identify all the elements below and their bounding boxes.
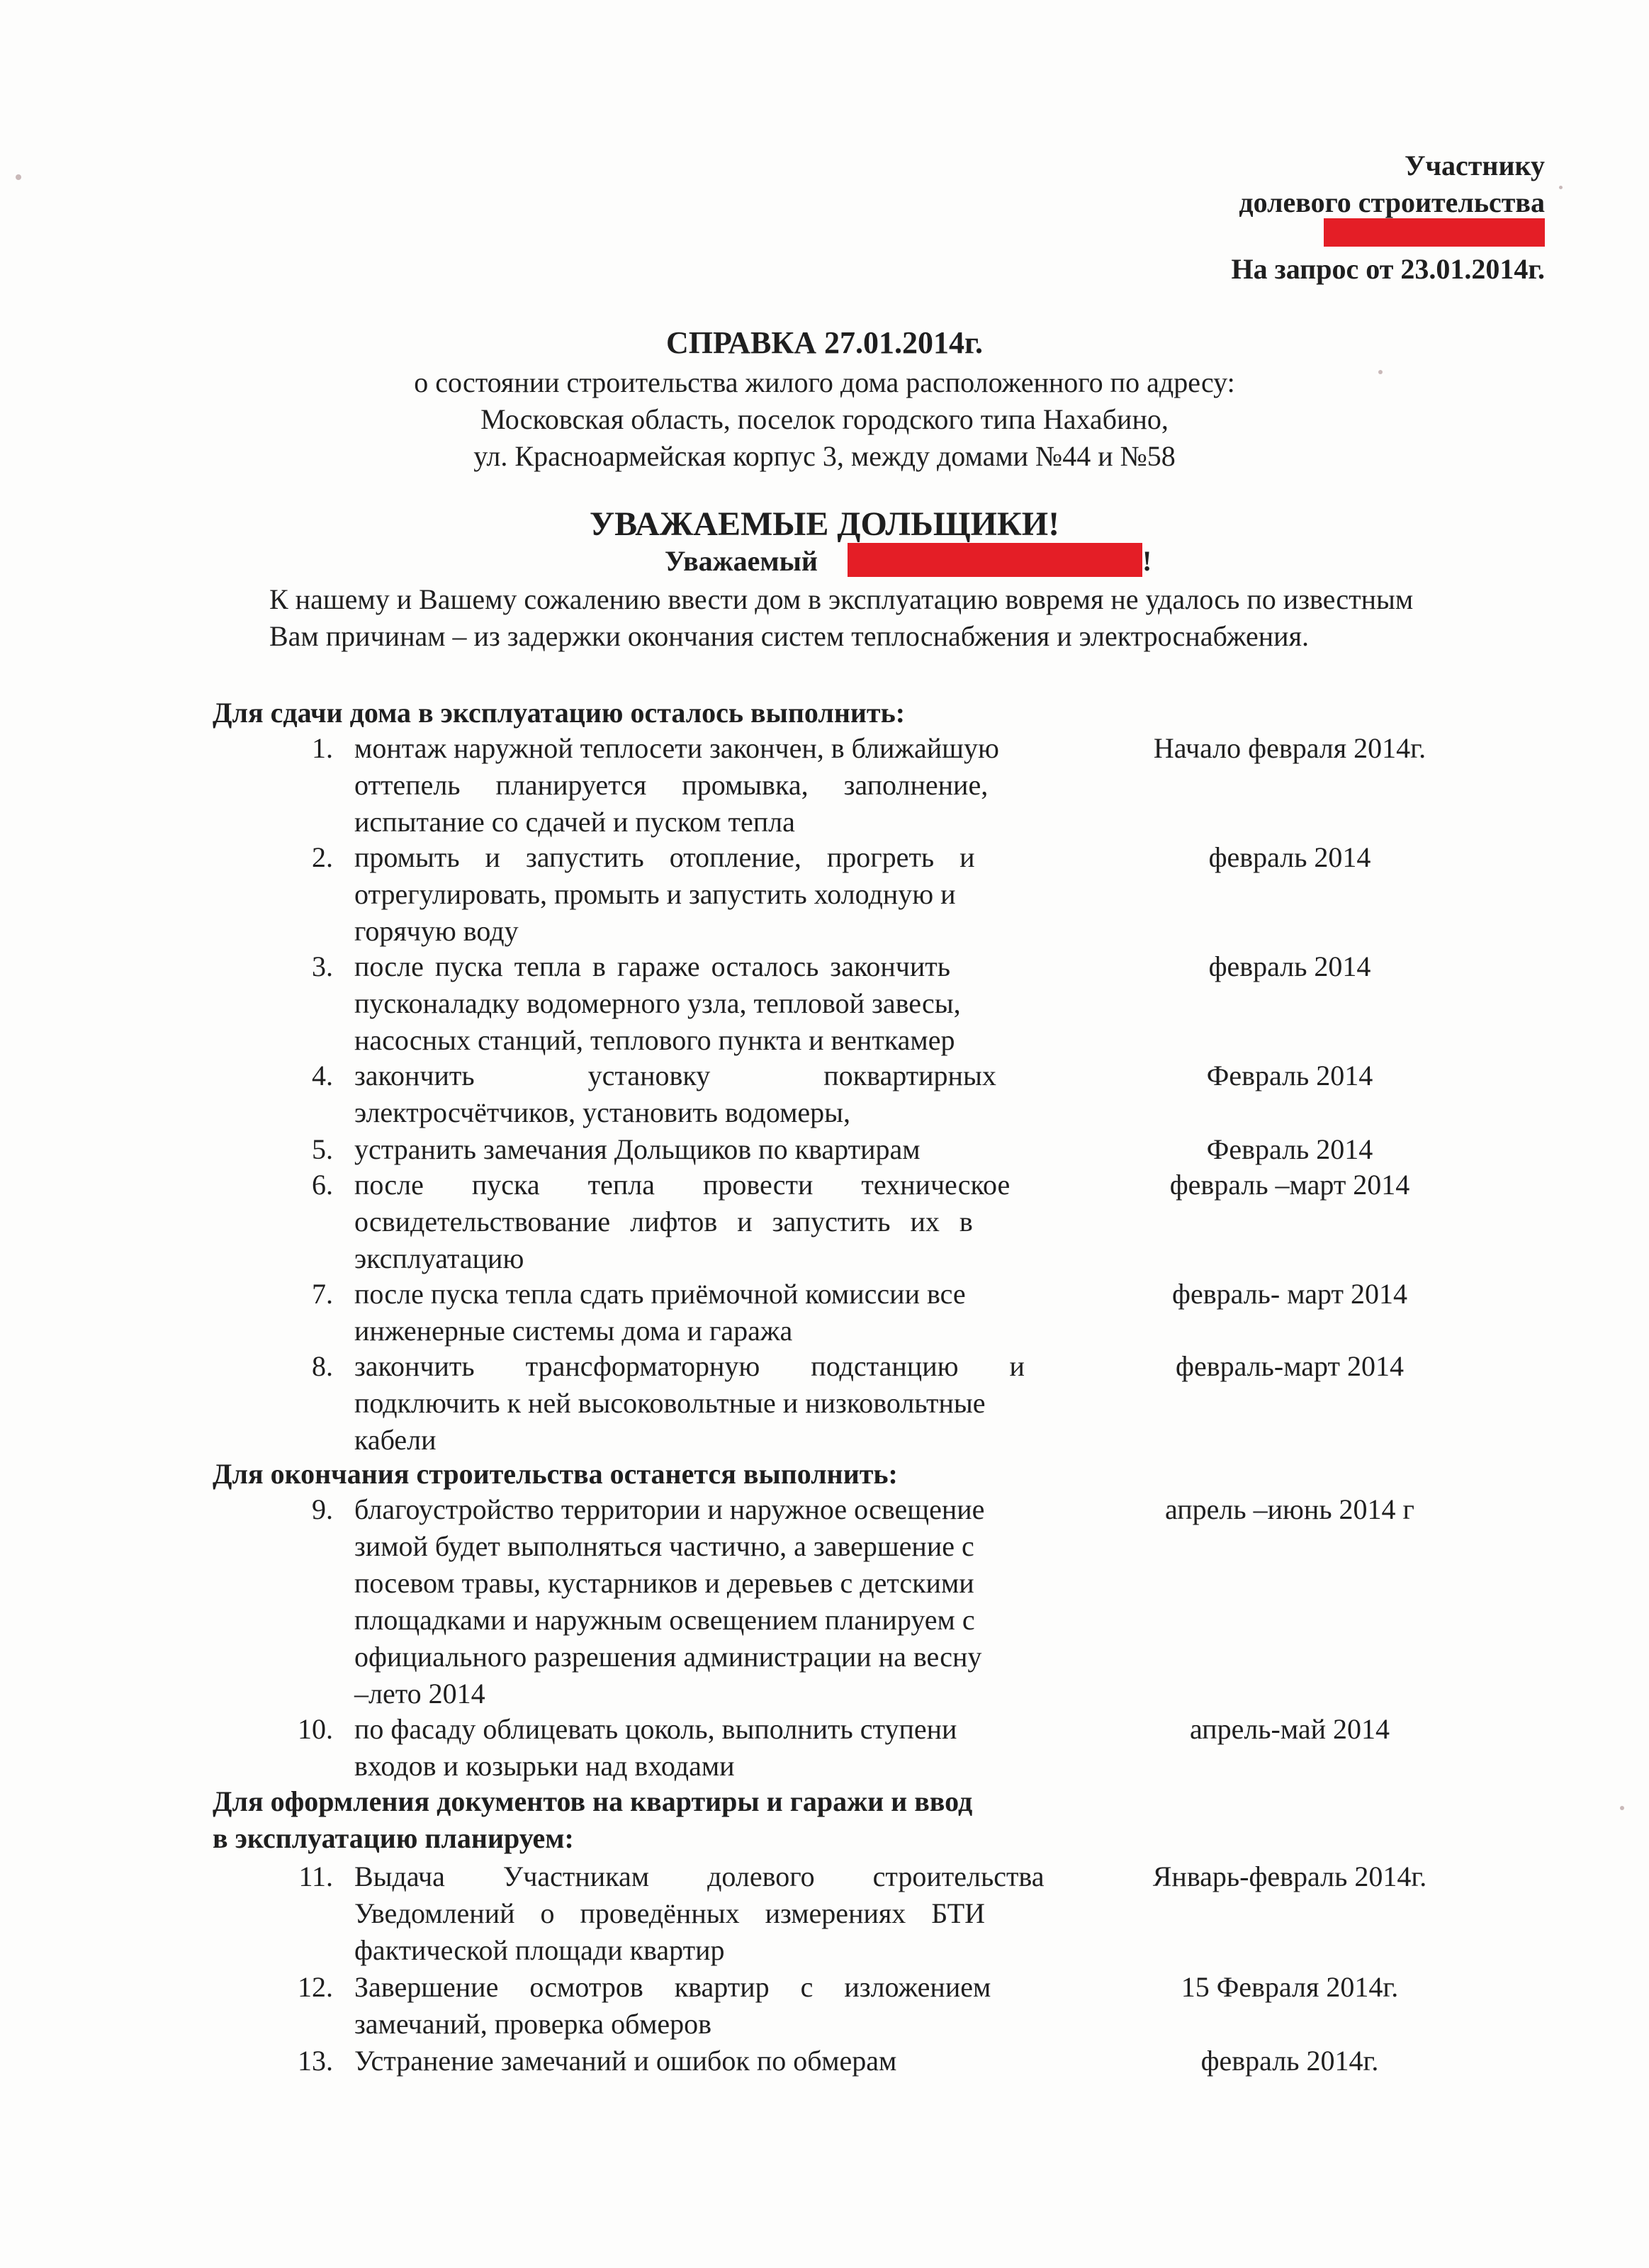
item-line: Уведомлений о проведённых измерениях БТИ xyxy=(354,1897,986,1929)
item-line: посевом травы, кустарников и деревьев с детскими xyxy=(354,1567,974,1599)
item-line: –лето 2014 xyxy=(354,1678,485,1710)
item-number: 12. xyxy=(298,1971,333,2003)
item-line: пусконаладку водомерного узла, тепловой завесы, xyxy=(354,987,961,1019)
item-line: замечаний, проверка обмеров xyxy=(354,2008,712,2040)
item-line: горячую воду xyxy=(354,915,519,947)
item-number: 11. xyxy=(298,1860,333,1892)
item-line: кабели xyxy=(354,1424,437,1456)
item-date: февраль-март 2014 xyxy=(1176,1350,1404,1382)
item-line: Выдача Участникам долевого строительства xyxy=(354,1860,1045,1892)
request-reference: На запрос от 23.01.2014г. xyxy=(1231,253,1545,285)
item-date: Февраль 2014 xyxy=(1206,1133,1373,1165)
item-line: устранить замечания Дольщиков по квартирам xyxy=(354,1133,921,1165)
item-date: февраль –март 2014 xyxy=(1169,1169,1410,1201)
item-line: насосных станций, теплового пункта и венткамер xyxy=(354,1024,955,1056)
item-line: входов и козырьки над входами xyxy=(354,1750,735,1782)
document-title: СПРАВКА 27.01.2014г. xyxy=(665,325,984,360)
item-date: апрель –июнь 2014 г xyxy=(1165,1493,1414,1525)
item-line: электросчётчиков, установить водомеры, xyxy=(354,1096,851,1128)
title-line-3: ул. Красноармейская корпус 3, между домами №44 и №58 xyxy=(473,440,1176,472)
item-date: февраль- март 2014 xyxy=(1172,1278,1407,1310)
item-line: зимой будет выполняться частично, а завершение с xyxy=(354,1530,974,1562)
scan-speck xyxy=(1378,370,1383,374)
item-line: благоустройство территории и наружное освещение xyxy=(354,1493,985,1525)
item-line: освидетельствование лифтов и запустить их в xyxy=(354,1206,973,1237)
item-number: 1. xyxy=(312,732,333,764)
item-line: после пуска тепла сдать приёмочной комиссии все xyxy=(354,1278,966,1310)
item-line: оттепель планируется промывка, заполнение, xyxy=(354,769,989,801)
greeting-all: УВАЖАЕМЫЕ ДОЛЬЩИКИ! xyxy=(589,505,1060,543)
item-line: фактической площади квартир xyxy=(354,1934,725,1966)
item-line: испытание со сдачей и пуском тепла xyxy=(354,806,795,838)
item-date: апрель-май 2014 xyxy=(1189,1713,1390,1745)
item-number: 13. xyxy=(298,2045,333,2077)
item-date: февраль 2014 xyxy=(1208,841,1371,873)
title-line-1: о состоянии строительства жилого дома расположенного по адресу: xyxy=(414,366,1235,398)
title-line-2: Московская область, поселок городского типа Нахабино, xyxy=(480,403,1169,435)
greeting-personal: Уважаемый xyxy=(665,545,818,577)
item-line: Завершение осмотров квартир с изложением xyxy=(354,1971,991,2003)
item-number: 10. xyxy=(298,1713,333,1745)
scan-speck xyxy=(16,174,21,180)
item-line: закончить трансформаторную подстанцию и xyxy=(354,1350,1025,1382)
item-line: после пуска тепла в гараже осталось закончить xyxy=(354,950,951,982)
item-date: Январь-февраль 2014г. xyxy=(1152,1860,1427,1892)
redaction-bar xyxy=(1324,218,1545,247)
item-number: 2. xyxy=(312,841,333,873)
item-line: промыть и запустить отопление, прогреть и xyxy=(354,841,975,873)
item-line: подключить к ней высоковольтные и низковольтные xyxy=(354,1387,986,1419)
item-date: Февраль 2014 xyxy=(1206,1060,1373,1091)
addressee-line-1: Участнику xyxy=(1405,150,1545,181)
item-line: площадками и наружным освещением планируем с xyxy=(354,1604,975,1636)
item-date: Начало февраля 2014г. xyxy=(1153,732,1426,764)
item-date: февраль 2014г. xyxy=(1200,2045,1379,2077)
item-number: 3. xyxy=(312,950,333,982)
section-heading: Для сдачи дома в эксплуатацию осталось выполнить: xyxy=(213,697,906,729)
addressee-line-2: долевого строительства xyxy=(1239,186,1545,218)
greeting-exclamation: ! xyxy=(1142,545,1152,577)
section-heading-continued: в эксплуатацию планируем: xyxy=(213,1822,574,1854)
item-number: 9. xyxy=(312,1493,333,1525)
item-line: отрегулировать, промыть и запустить холодную и xyxy=(354,878,956,910)
item-date: 15 Февраля 2014г. xyxy=(1181,1971,1399,2003)
redaction-bar xyxy=(848,543,1142,577)
item-line: монтаж наружной теплосети закончен, в ближайшую xyxy=(354,732,999,764)
item-line: эксплуатацию xyxy=(354,1242,524,1274)
intro-line-1: К нашему и Вашему сожалению ввести дом в эксплуатацию вовремя не удалось по известным xyxy=(269,583,1414,615)
section-heading: Для оформления документов на квартиры и гаражи и ввод xyxy=(213,1785,973,1817)
item-date: февраль 2014 xyxy=(1208,950,1371,982)
scan-speck xyxy=(1620,1806,1624,1810)
item-number: 4. xyxy=(312,1060,333,1091)
item-line: инженерные системы дома и гаража xyxy=(354,1315,793,1347)
section-heading: Для окончания строительства останется выполнить: xyxy=(213,1458,898,1490)
item-line: закончить установку поквартирных xyxy=(354,1060,996,1091)
intro-line-2: Вам причинам – из задержки окончания систем теплоснабжения и электроснабжения. xyxy=(269,620,1309,652)
item-number: 5. xyxy=(312,1133,333,1165)
item-line: по фасаду облицевать цоколь, выполнить ступени xyxy=(354,1713,957,1745)
item-number: 7. xyxy=(312,1278,333,1310)
item-number: 8. xyxy=(312,1350,333,1382)
scan-speck xyxy=(1559,186,1563,189)
item-line: официального разрешения администрации на весну xyxy=(354,1641,982,1673)
item-line: после пуска тепла провести техническое xyxy=(354,1169,1011,1201)
item-number: 6. xyxy=(312,1169,333,1201)
item-line: Устранение замечаний и ошибок по обмерам xyxy=(354,2045,897,2077)
